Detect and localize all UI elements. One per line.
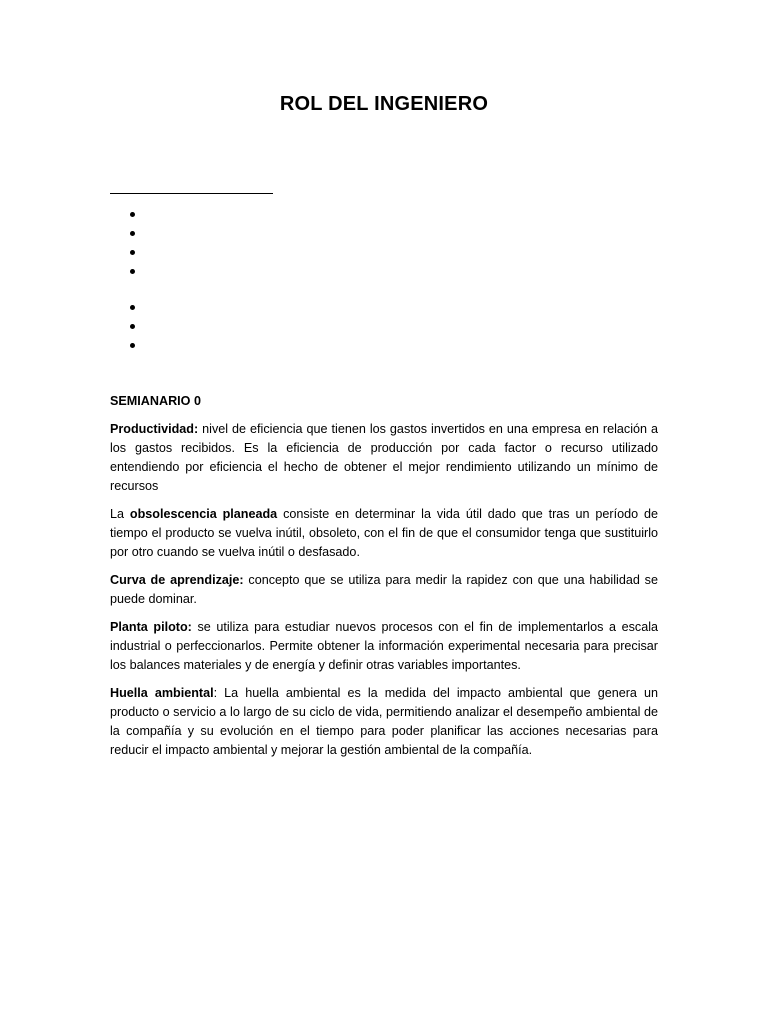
horizontal-rule: [110, 193, 273, 194]
paragraph-term: Huella ambiental: [110, 686, 214, 700]
paragraph-text: se utiliza para estudiar nuevos procesos con el fin de implementarlos a escala industrial o perfeccionarlos. Permite obtener la información experimental necesaria para precisar los balances materiales y de energía y definir otras variables importantes.: [110, 620, 658, 672]
paragraph-text: concepto que se utiliza para medir la rapidez con que una habilidad se puede dominar.: [110, 573, 658, 606]
paragraph-term: obsolescencia planeada: [129, 507, 278, 521]
paragraph-huella-ambiental: [110, 684, 658, 760]
section-heading: SEMIANARIO 0: [110, 394, 201, 408]
paragraph-term: Planta piloto:: [110, 620, 192, 634]
paragraph-curva-aprendizaje: [110, 571, 658, 609]
paragraph-lead: La: [110, 507, 130, 521]
paragraph-planta-piloto: [110, 618, 658, 675]
paragraph-term: Productividad:: [110, 422, 199, 436]
paragraph-text: consiste en determinar la vida útil dado que tras un período de tiempo el producto se vuelva inútil, obsoleto, con el fin de que el consumidor tenga que sustituirlo por otro cuando se vuelva inútil o desfasado.: [110, 507, 658, 559]
paragraph-text: : La huella ambiental es la medida del impacto ambiental que genera un producto o servicio a lo largo de su ciclo de vida, permitiendo analizar el desempeño ambiental de la compañía y su evolución en el tiempo para poder planificar las acciones necesarias para reducir el impacto ambiental y mejorar la gestión ambiental de la compañía.: [110, 686, 658, 757]
document-body: [110, 392, 658, 769]
paragraph-term: Curva de aprendizaje:: [110, 573, 244, 587]
paragraph-obsolescencia: [110, 505, 658, 562]
document-title: ROL DEL INGENIERO: [279, 93, 489, 115]
paragraph-productividad: [110, 420, 658, 496]
paragraph-text: nivel de eficiencia que tienen los gastos invertidos en una empresa en relación a los gastos recibidos. Es la eficiencia de producción por cada factor o recurso utilizado entendiendo por eficiencia el hecho de obtener el mejor rendimiento utilizando un mínimo de recursos: [110, 422, 658, 493]
